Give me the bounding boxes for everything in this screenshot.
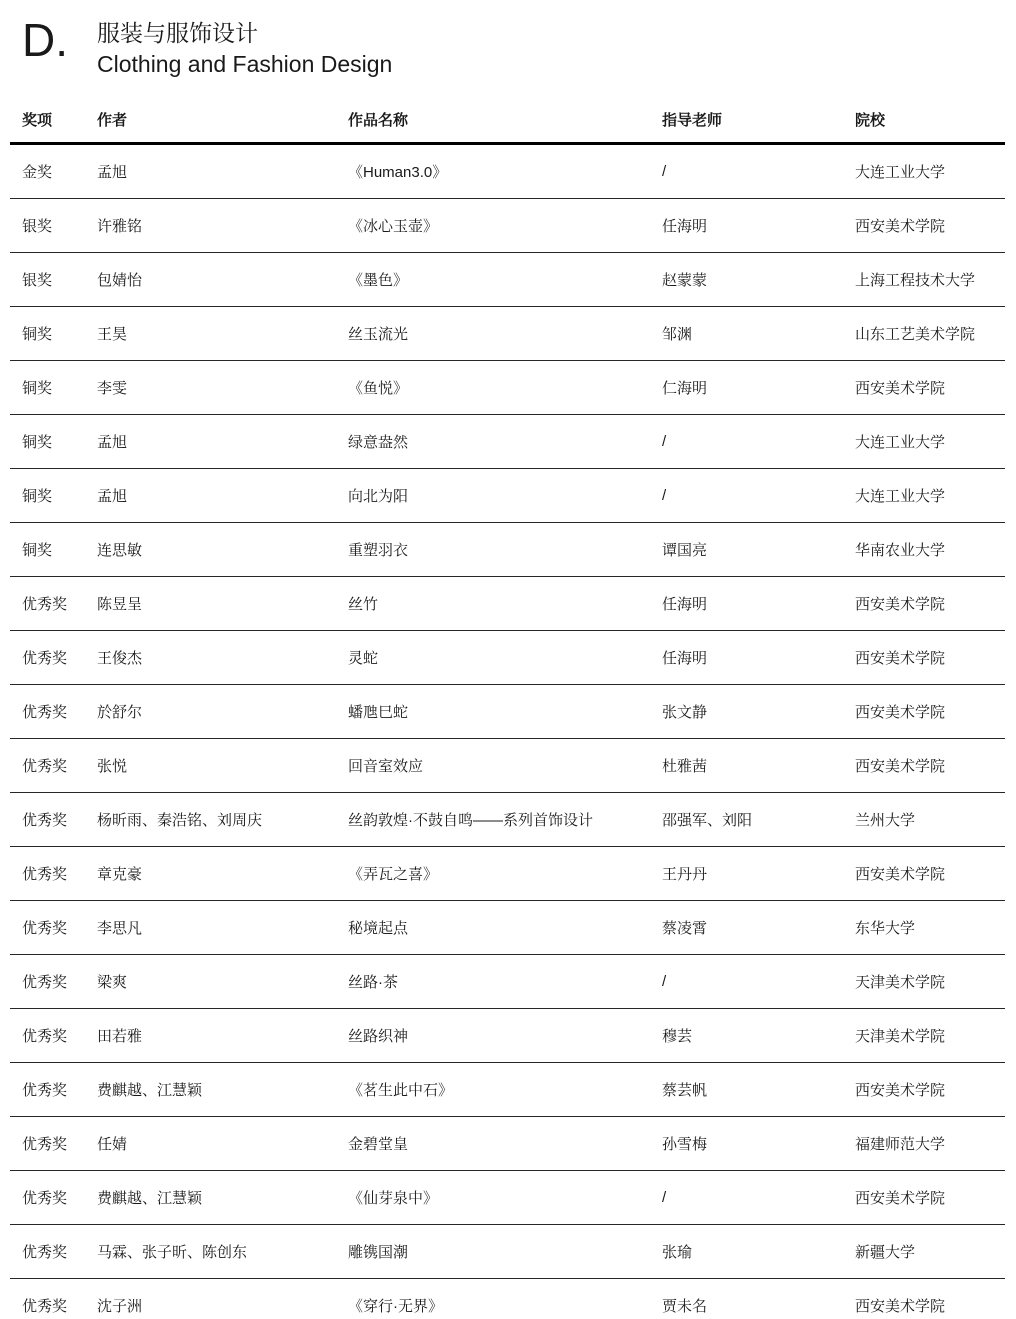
author-cell: 孟旭 xyxy=(97,415,348,469)
advisor-cell: 仁海明 xyxy=(662,361,855,415)
award-cell: 优秀奖 xyxy=(10,901,97,955)
school-cell: 新疆大学 xyxy=(855,1225,1005,1279)
school-cell: 西安美术学院 xyxy=(855,739,1005,793)
table-row xyxy=(10,1117,1005,1171)
school-cell: 东华大学 xyxy=(855,901,1005,955)
award-cell: 优秀奖 xyxy=(10,1009,97,1063)
advisor-cell: 杜雅茜 xyxy=(662,739,855,793)
advisor-cell: 穆芸 xyxy=(662,1009,855,1063)
work-cell: 《仙芽泉中》 xyxy=(348,1171,662,1225)
author-cell: 田若雅 xyxy=(97,1009,348,1063)
section-header xyxy=(0,0,1016,80)
table-row xyxy=(10,1009,1005,1063)
school-cell: 西安美术学院 xyxy=(855,631,1005,685)
school-cell: 大连工业大学 xyxy=(855,144,1005,199)
awards-table xyxy=(10,90,1005,1319)
column-header-advisor: 指导老师 xyxy=(662,90,855,144)
school-cell: 山东工艺美术学院 xyxy=(855,307,1005,361)
table-row xyxy=(10,253,1005,307)
school-cell: 西安美术学院 xyxy=(855,685,1005,739)
section-title-zh: 服装与服饰设计 xyxy=(97,20,258,46)
table-row xyxy=(10,685,1005,739)
school-cell: 西安美术学院 xyxy=(855,361,1005,415)
awards-table-header xyxy=(10,90,1005,144)
column-header-award: 奖项 xyxy=(10,90,97,144)
award-cell: 优秀奖 xyxy=(10,1063,97,1117)
award-cell: 铜奖 xyxy=(10,361,97,415)
school-cell: 福建师范大学 xyxy=(855,1117,1005,1171)
author-cell: 陈昱呈 xyxy=(97,577,348,631)
award-cell: 优秀奖 xyxy=(10,1171,97,1225)
advisor-cell: 张文静 xyxy=(662,685,855,739)
table-row xyxy=(10,577,1005,631)
table-row xyxy=(10,307,1005,361)
author-cell: 费麒越、江慧颖 xyxy=(97,1171,348,1225)
work-cell: 回音室效应 xyxy=(348,739,662,793)
header-row xyxy=(10,90,1005,144)
award-cell: 优秀奖 xyxy=(10,739,97,793)
table-row xyxy=(10,1225,1005,1279)
school-cell: 大连工业大学 xyxy=(855,469,1005,523)
award-cell: 铜奖 xyxy=(10,415,97,469)
award-cell: 铜奖 xyxy=(10,307,97,361)
table-row xyxy=(10,847,1005,901)
work-cell: 灵蛇 xyxy=(348,631,662,685)
table-row xyxy=(10,793,1005,847)
award-cell: 优秀奖 xyxy=(10,955,97,1009)
author-cell: 张悦 xyxy=(97,739,348,793)
work-cell: 丝路·茶 xyxy=(348,955,662,1009)
school-cell: 上海工程技术大学 xyxy=(855,253,1005,307)
advisor-cell: 邹渊 xyxy=(662,307,855,361)
author-cell: 李思凡 xyxy=(97,901,348,955)
award-cell: 优秀奖 xyxy=(10,577,97,631)
table-row xyxy=(10,1279,1005,1319)
award-cell: 银奖 xyxy=(10,199,97,253)
award-cell: 银奖 xyxy=(10,253,97,307)
school-cell: 天津美术学院 xyxy=(855,1009,1005,1063)
work-cell: 《鱼悦》 xyxy=(348,361,662,415)
work-cell: 《弄瓦之喜》 xyxy=(348,847,662,901)
section-title-en: Clothing and Fashion Design xyxy=(97,51,393,78)
advisor-cell: 张瑜 xyxy=(662,1225,855,1279)
work-cell: 丝路织神 xyxy=(348,1009,662,1063)
author-cell: 梁爽 xyxy=(97,955,348,1009)
author-cell: 孟旭 xyxy=(97,144,348,199)
award-cell: 优秀奖 xyxy=(10,847,97,901)
author-cell: 许雅铭 xyxy=(97,199,348,253)
work-cell: 金碧堂皇 xyxy=(348,1117,662,1171)
advisor-cell: 蔡凌霄 xyxy=(662,901,855,955)
author-cell: 章克豪 xyxy=(97,847,348,901)
author-cell: 杨昕雨、秦浩铭、刘周庆 xyxy=(97,793,348,847)
work-cell: 《穿行·无界》 xyxy=(348,1279,662,1319)
advisor-cell: / xyxy=(662,144,855,199)
column-header-work: 作品名称 xyxy=(348,90,662,144)
column-header-author: 作者 xyxy=(97,90,348,144)
table-row xyxy=(10,901,1005,955)
school-cell: 华南农业大学 xyxy=(855,523,1005,577)
advisor-cell: 贾未名 xyxy=(662,1279,855,1319)
work-cell: 丝竹 xyxy=(348,577,662,631)
advisor-cell: 任海明 xyxy=(662,199,855,253)
award-cell: 铜奖 xyxy=(10,523,97,577)
work-cell: 蟠虺巳蛇 xyxy=(348,685,662,739)
school-cell: 西安美术学院 xyxy=(855,577,1005,631)
work-cell: 丝韵敦煌·不鼓自鸣——系列首饰设计 xyxy=(348,793,662,847)
advisor-cell: 孙雪梅 xyxy=(662,1117,855,1171)
author-cell: 王昊 xyxy=(97,307,348,361)
award-cell: 优秀奖 xyxy=(10,1117,97,1171)
award-cell: 优秀奖 xyxy=(10,631,97,685)
award-cell: 铜奖 xyxy=(10,469,97,523)
award-cell: 优秀奖 xyxy=(10,793,97,847)
author-cell: 包婧怡 xyxy=(97,253,348,307)
table-row xyxy=(10,1171,1005,1225)
author-cell: 任婧 xyxy=(97,1117,348,1171)
advisor-cell: / xyxy=(662,1171,855,1225)
advisor-cell: 蔡芸帆 xyxy=(662,1063,855,1117)
work-cell: 《Human3.0》 xyxy=(348,144,662,199)
awards-table-body xyxy=(10,144,1005,1319)
table-row xyxy=(10,361,1005,415)
work-cell: 雕镌国潮 xyxy=(348,1225,662,1279)
work-cell: 绿意盎然 xyxy=(348,415,662,469)
author-cell: 於舒尔 xyxy=(97,685,348,739)
advisor-cell: 任海明 xyxy=(662,577,855,631)
advisor-cell: / xyxy=(662,469,855,523)
school-cell: 天津美术学院 xyxy=(855,955,1005,1009)
section-titles xyxy=(97,16,392,80)
advisor-cell: / xyxy=(662,955,855,1009)
work-cell: 重塑羽衣 xyxy=(348,523,662,577)
author-cell: 马霖、张子昕、陈创东 xyxy=(97,1225,348,1279)
author-cell: 王俊杰 xyxy=(97,631,348,685)
author-cell: 费麒越、江慧颖 xyxy=(97,1063,348,1117)
table-row xyxy=(10,144,1005,199)
author-cell: 沈子洲 xyxy=(97,1279,348,1319)
school-cell: 西安美术学院 xyxy=(855,1063,1005,1117)
advisor-cell: 王丹丹 xyxy=(662,847,855,901)
table-row xyxy=(10,739,1005,793)
work-cell: 丝玉流光 xyxy=(348,307,662,361)
award-cell: 金奖 xyxy=(10,144,97,199)
school-cell: 西安美术学院 xyxy=(855,847,1005,901)
table-row xyxy=(10,199,1005,253)
table-row xyxy=(10,631,1005,685)
section-letter: D. xyxy=(22,14,68,66)
author-cell: 连思敏 xyxy=(97,523,348,577)
advisor-cell: 邵强军、刘阳 xyxy=(662,793,855,847)
work-cell: 《茗生此中石》 xyxy=(348,1063,662,1117)
advisor-cell: 任海明 xyxy=(662,631,855,685)
advisor-cell: / xyxy=(662,415,855,469)
school-cell: 西安美术学院 xyxy=(855,1171,1005,1225)
work-cell: 《冰心玉壶》 xyxy=(348,199,662,253)
school-cell: 大连工业大学 xyxy=(855,415,1005,469)
award-cell: 优秀奖 xyxy=(10,1225,97,1279)
table-row xyxy=(10,523,1005,577)
award-cell: 优秀奖 xyxy=(10,685,97,739)
table-row xyxy=(10,469,1005,523)
advisor-cell: 赵蒙蒙 xyxy=(662,253,855,307)
author-cell: 孟旭 xyxy=(97,469,348,523)
table-row xyxy=(10,955,1005,1009)
school-cell: 兰州大学 xyxy=(855,793,1005,847)
table-row xyxy=(10,1063,1005,1117)
advisor-cell: 谭国亮 xyxy=(662,523,855,577)
work-cell: 《墨色》 xyxy=(348,253,662,307)
award-cell: 优秀奖 xyxy=(10,1279,97,1319)
table-row xyxy=(10,415,1005,469)
work-cell: 秘境起点 xyxy=(348,901,662,955)
column-header-school: 院校 xyxy=(855,90,1005,144)
school-cell: 西安美术学院 xyxy=(855,199,1005,253)
school-cell: 西安美术学院 xyxy=(855,1279,1005,1319)
author-cell: 李雯 xyxy=(97,361,348,415)
work-cell: 向北为阳 xyxy=(348,469,662,523)
